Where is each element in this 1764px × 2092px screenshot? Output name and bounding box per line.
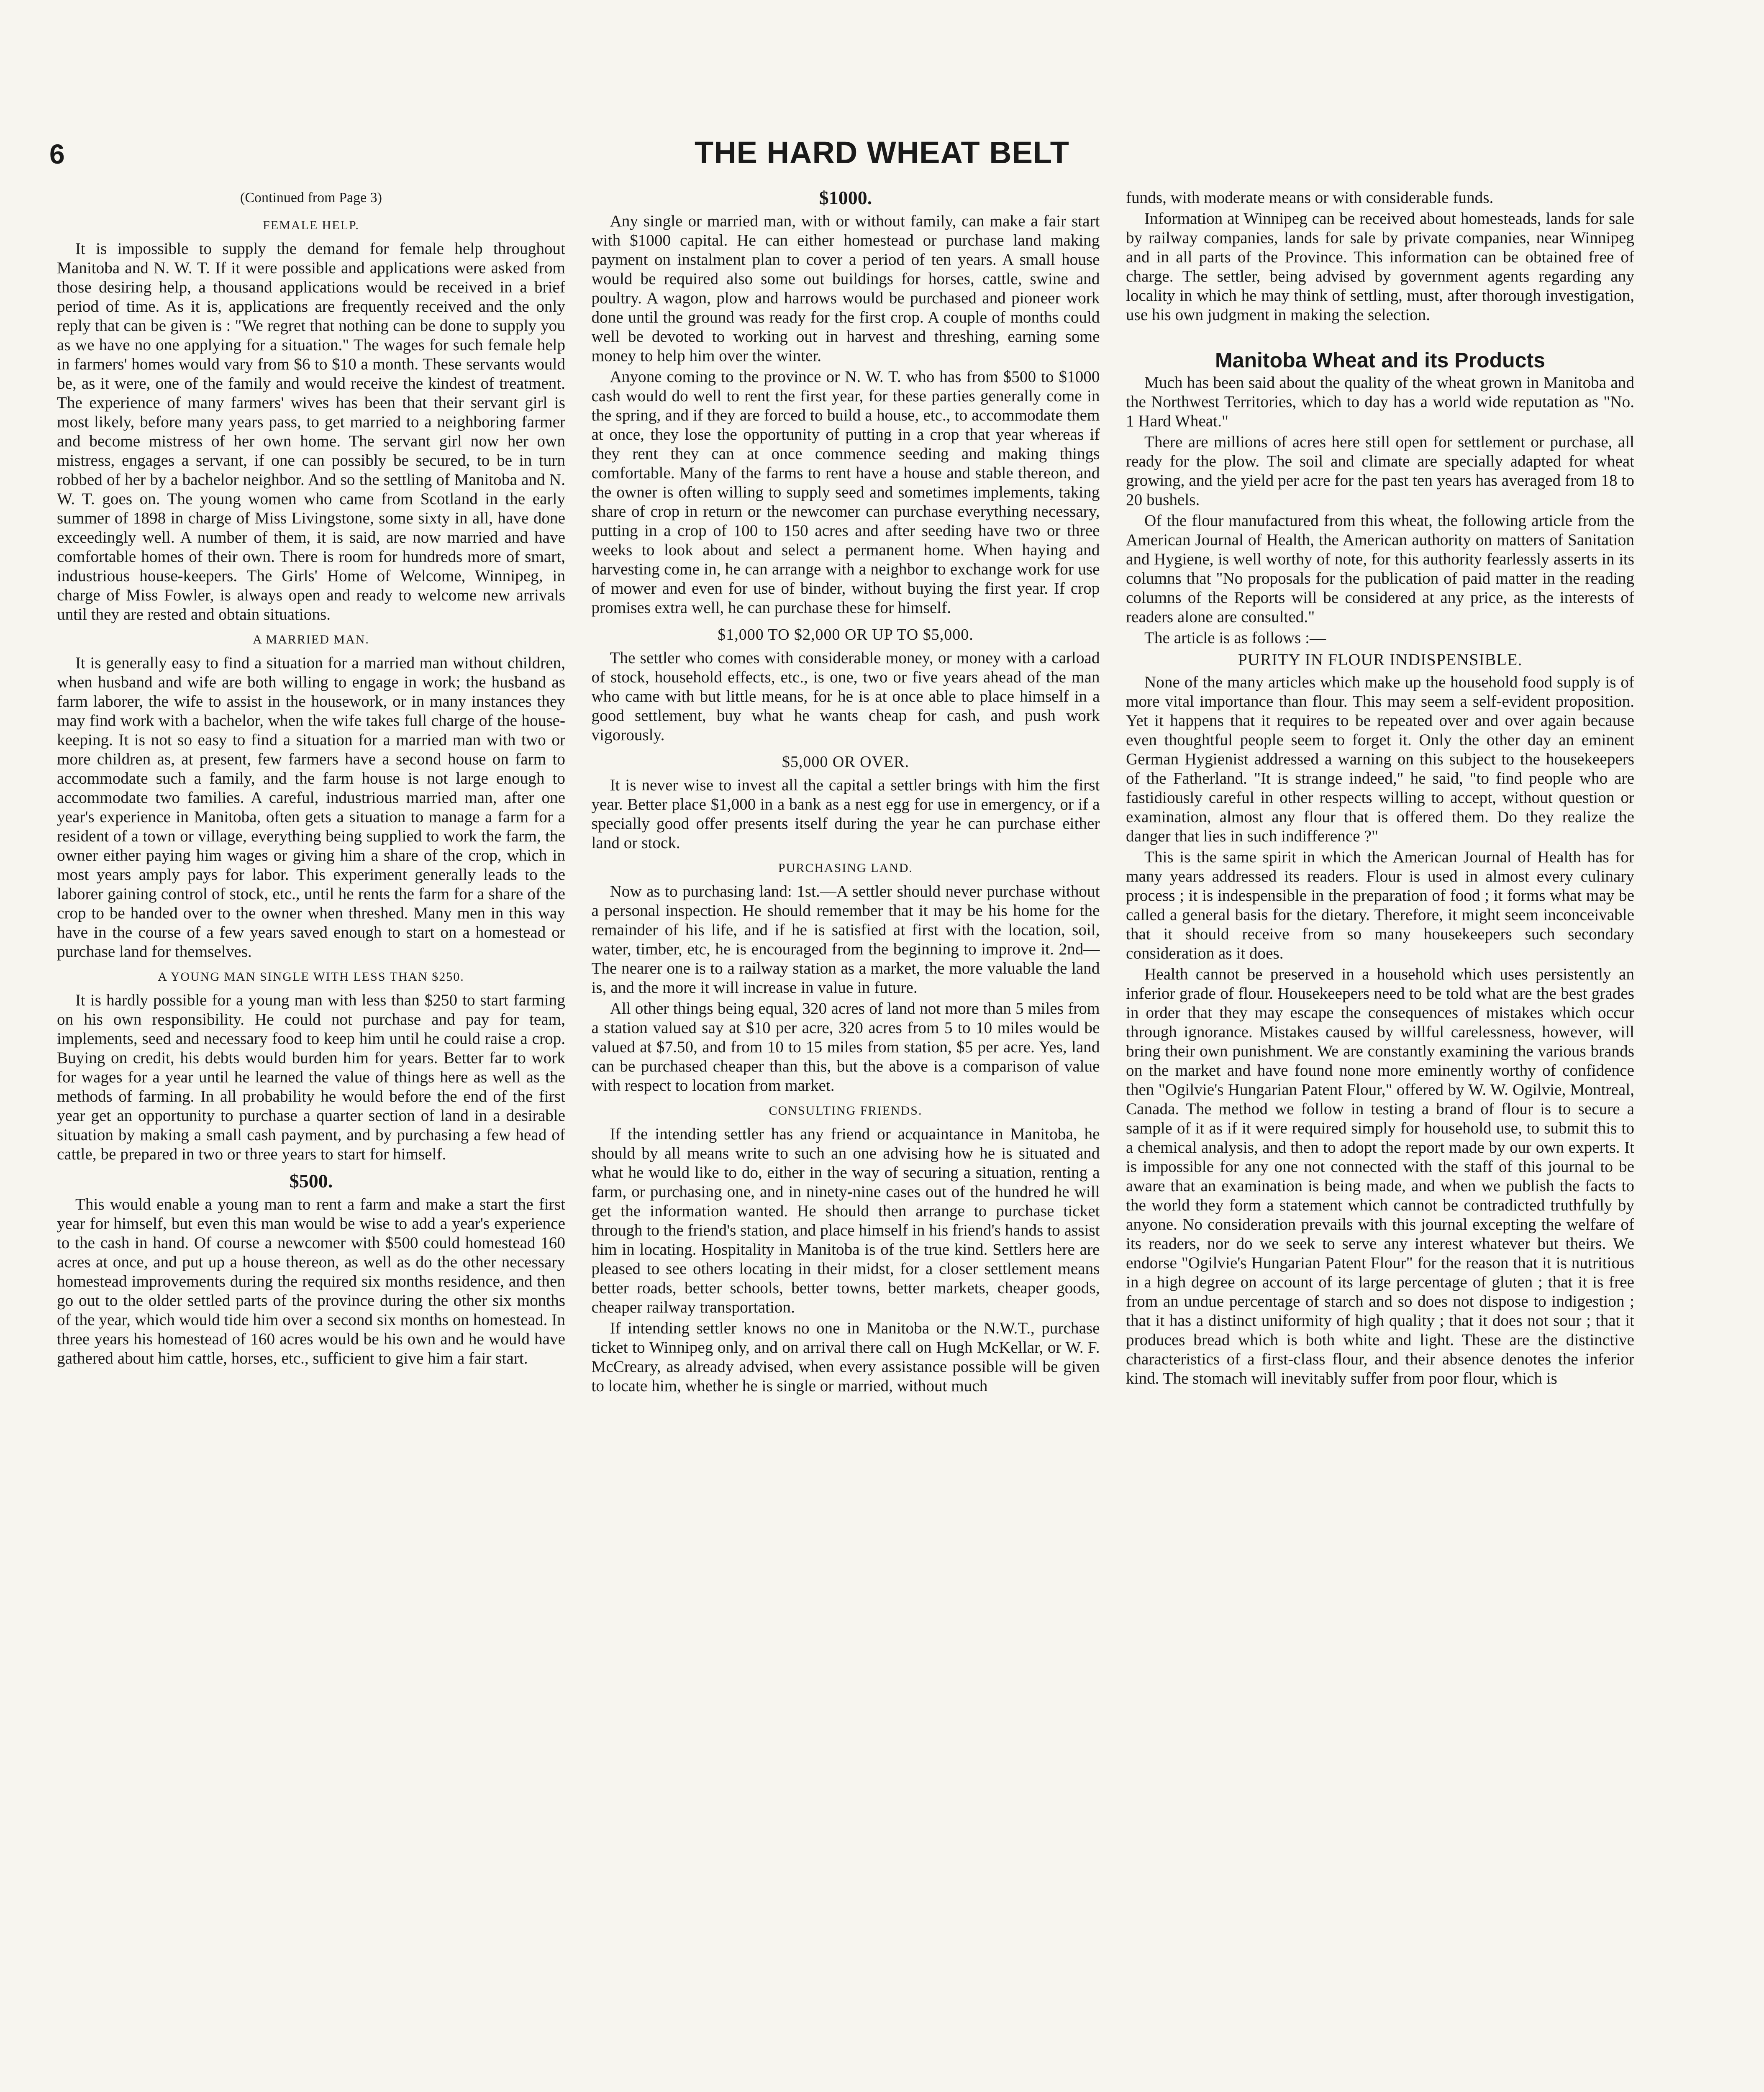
wheat-heading: Manitoba Wheat and its Products [1215,349,1545,372]
over-heading: $5,000 OR OVER. [782,753,910,771]
masthead: THE HARD WHEAT BELT [695,135,1069,170]
married-man-heading: A MARRIED MAN. [253,633,369,646]
info-text: Information at Winnipeg can be received about homesteads, lands for sale by railway companies, lands for sale by private companies, near Winnipeg and in all parts of the Province. This information can be obtained free of charge. The settler, being advised by government agents regarding any locality in which he may think of settling, must, after thorough investigation, use his own judgment in making the selection. [1126,210,1634,324]
female-help-heading: FEMALE HELP. [263,218,359,232]
female-help-text: It is impossible to supply the demand for female help throughout Manitoba and N. W. T. If it were possible and applications were asked from those desiring help, a thousand applications would be received in a brief period of time. As it is, applications are frequently received and the only reply that can be given is : "We regret that nothing can be done to supply you as we have no one applying for a situation." The wages for such female help in farmers' homes would vary from $6 to $10 a month. These servants would be, as it were, one of the family and would receive the kindest of treatment. The experience of many farmers' wives has been that their servant girl is most likely, before many years pass, to get married to a neighboring farmer and become mistress of her own home. The servant girl now her own mistress, engages a servant, if one can possibly be secured, to be in turn robbed of her by a bachelor neighbor. And so the settling of Manitoba and N. W. T. goes on. The young women who came from Scotland in the early summer of 1898 in charge of Miss Livingstone, some sixty in all, have done exceedingly well. A number of them, it is said, are now married and have comfortable homes of their own. There is room for hundreds more of smart, industrious house-keepers. The Girls' Home of Welcome, Winnipeg, in charge of Miss Fowler, is always open and ready to welcome new arrivals until they are rested and obtain situations. [57,240,565,623]
funds-text: funds, with moderate means or with considerable funds. [1126,189,1494,207]
wheat-text-1: Much has been said about the quality of the wheat grown in Manitoba and the Northwest Territories, which to day has a world wide reputation as "No. 1 Hard Wheat." [1126,374,1634,430]
wheat-text-2: There are millions of acres here still open for settlement or purchase, all ready for the plow. The soil and climate are specially adapted for wheat growing, and the yield per acre for the past ten years has averaged from 18 to 20 bushels. [1126,433,1634,509]
purity-text-2: This is the same spirit in which the American Journal of Health has for many years addressed its readers. Flour is used in almost every culinary process ; it is indespensible in the preparation of food ; it forms what may be called a general basis for the dietary. Therefore, it might seem inconceivable that it should receive from so many housekeepers such secondary consideration as it does. [1126,848,1634,962]
purchasing-land-heading: PURCHASING LAND. [778,861,913,875]
column-right [1126,188,1634,2092]
purchasing-text-2: All other things being equal, 320 acres of land not more than 5 miles from a station valued say at $10 per acre, 320 acres from 5 to 10 miles would be valued at $7.50, and from 10 to 15 miles from station, $5 per acre. Yes, land can be purchased cheaper than this, but the above is a comparison of value with respect to location from market. [591,1000,1100,1095]
consulting-text-1: If the intending settler has any friend or acquaintance in Manitoba, he should by all means write to such an one advising how he is situated and what he would like to do, either in the way of securing a situation, renting a farm, or purchasing one, and in ninety-nine cases out of the hundred he will get the information wanted. He should then arrange to purchase ticket through to the friend's station, and place himself in his friend's hands to assist him in locating. Hospitality in Manitoba is of the true kind. Settlers here are pleased to see others locating in their midst, for a closer settlement means better roads, better schools, better towns, better markets, cheaper goods, cheaper railway transportation. [591,1125,1100,1316]
purity-heading: PURITY IN FLOUR INDISPENSIBLE. [1238,650,1523,669]
five-hundred-heading: $500. [289,1170,333,1192]
five-hundred-text: This would enable a young man to rent a farm and make a start the first year for himself, but even this man would be wise to add a year's experience to the cash in hand. Of course a newcomer with $500 could homestead 160 acres at once, and put up a house thereon, as well as do the other necessary homestead improvements during the required six months residence, and then go out to the older settled parts of the province during the other six months of the year, which would tide him over a second six months on homestead. In three years his homestead of 160 acres would be his own and he would have gathered about him cattle, horses, etc., sufficient to give him a fair start. [57,1195,565,1367]
column-right-body [1126,188,1634,2092]
purity-text-1: None of the many articles which make up the household food supply is of more vital importance than flour. This may seem a self-evident proposition. Yet it happens that it requires to be repeated over and over again because even thoughtful people seem to forget it. Only the other day an eminent German Hygienist addressed a warning on this subject to the housekeepers of the Fatherland. "It is strange indeed," he said, "to find people who are fastidiously careful in other respects willing to accept, without question or examination, almost any flour that is offered them. Do they realize the danger that lies in such indifference ?" [1126,673,1634,845]
married-man-text: It is generally easy to find a situation for a married man without children, when husband and wife are both willing to engage in work; the husband as farm laborer, the wife to assist in the housework, or in many instances they may find work with a bachelor, when the wife takes full charge of the house-keeping. It is not so easy to find a situation for a married man with two or more children as, at present, few farmers have a second house on farm to accommodate such a family, and the farm house is not large enough to accommodate two families. A careful, industrious married man, after one year's experience in Manitoba, often gets a situation to manage a farm for a resident of a town or village, everything being supplied to work the farm, the owner either paying him wages or giving him a share of the crop, which in most years amply pays for labor. This experiment generally leads to the laborer gaining control of stock, etc., until he rents the farm for a share of the crop to be handed over to the owner when threshed. Many men in this way have in the course of a few years saved enough to start on a homestead or purchase land for themselves. [57,654,565,961]
page-number: 6 [49,138,65,169]
column-middle [592,188,1100,2092]
column-left [57,188,565,2092]
thousand-heading: $1000. [819,188,872,208]
thousand-text-1: Any single or married man, with or without family, can make a fair start with $1000 capital. He can either homestead or purchase land making payment on instalment plan to cover a period of ten years. A small house would be required also some out buildings for horses, cattle, swine and poultry. A wagon, plow and harrows would be purchased and pioneer work done until the ground was ready for the first crop. A couple of months could well be devoted to working out in harvest and threshing, earning some money to help him over the winter. [591,212,1100,365]
consulting-friends-heading: CONSULTING FRIENDS. [769,1104,923,1118]
wheat-text-3: Of the flour manufactured from this wheat, the following article from the American Journal of Health, the American authority on matters of Sanitation and Hygiene, is well worthy of note, for this authority fearlessly asserts in its columns that "No proposals for the publication of paid matter in the reading columns of the Reports will be considered at any price, as the interests of readers alone are consulted." [1126,512,1634,626]
range-heading: $1,000 TO $2,000 OR UP TO $5,000. [718,626,974,643]
wheat-text-4: The article is as follows :— [1144,629,1326,647]
young-man-heading: A YOUNG MAN SINGLE WITH LESS THAN $250. [158,970,464,984]
over-text: It is never wise to invest all the capital a settler brings with him the first year. Better place $1,000 in a bank as a nest egg for use in emergency, or if a specially good offer presents itself during the year he can purchase either land or stock. [591,776,1100,852]
purity-text-3: Health cannot be preserved in a household which uses persistently an inferior grade of flour. Housekeepers need to be told what are the best grades in order that they may escape the consequences of mistakes which occur through ignorance. Mistakes caused by willful carelessness, however, will bring their own punishment. We are constantly examining the various brands on the market and have found none more eminently worthy of confidence then "Ogilvie's Hungarian Patent Flour," offered by W. W. Ogilvie, Montreal, Canada. The method we follow in testing a brand of flour is to secure a sample of it as if it were required simply for household use, to submit this to a chemical analysis, and then to adopt the report made by our own experts. It is impossible for any one not connected with the staff of this journal to be aware that an examination is being made, and when we publish the facts to the world they form a statement which cannot be contradicted truthfully by anyone. No consideration prevails with this journal excepting the welfare of its readers, nor do we seek to serve any interest whatever but theirs. We endorse "Ogilvie's Hungarian Patent Flour" for the reason that it is nutritious in a high degree on account of its large percentage of gluten ; that it is free from an undue percentage of starch and so does not dispose to indigestion ; that it has a distinct uniformity of high quality ; that it does not sour ; that it produces bread which is both white and light. These are the distinctive characteristics of a first-class flour, and their absence denotes the inferior kind. The stomach will inevitably suffer from poor flour, which is [1126,965,1634,1387]
thousand-text-2: Anyone coming to the province or N. W. T. who has from $500 to $1000 cash would do well to rent the first year, for these parties generally come in the spring, and if they are forced to build a house, etc., to accommodate them at once, they lose the opportunity of putting in a crop that year whereas if they rent they can at once commence seeding and making things comfortable. Many of the farms to rent have a house and stable thereon, and the owner is often willing to supply seed and sometimes implements, taking share of crop in return or the newcomer can purchase everything necessary, putting in a crop of 100 to 150 acres and after seeding have two or three weeks to look about and select a permanent home. When haying and harvesting come in, he can arrange with a neighbor to exchange work for use of mower and even for use of binder, without buying the first year. If crop promises extra well, he can purchase these for himself. [591,368,1100,617]
article-columns [57,188,1634,2092]
purchasing-text-1: Now as to purchasing land: 1st.—A settler should never purchase without a personal inspection. He should remember that it may be his home for the remainder of his life, and if he is satisfied at first with the location, soil, water, timber, etc, he is encouraged from the beginning to improve it. 2nd—The nearer one is to a railway station as a market, the more valuable the land is, and the more it will increase in value in future. [591,882,1100,997]
continued-note: (Continued from Page 3) [240,190,382,205]
young-man-text: It is hardly possible for a young man with less than $250 to start farming on his own responsibility. He could not purchase and pay for team, implements, seed and necessary food to keep him until he could raise a crop. Buying on credit, his debts would burden him for years. Better far to work for wages for a year until he learned the value of things here as well as the methods of farming. In all probability he would before the end of the first year get an opportunity to purchase a quarter section of land in a desirable situation by making a small cash payment, and by purchasing a few head of cattle, be prepared in two or three years to start for himself. [57,991,565,1163]
consulting-text-2: If intending settler knows no one in Manitoba or the N.W.T., purchase ticket to Winnipeg only, and on arrival there call on Hugh McKellar, or W. F. McCreary, as already advised, when every assistance possible will be given to locate him, whether he is single or married, without much [591,1319,1100,1395]
range-text: The settler who comes with considerable money, or money with a carload of stock, household effects, etc., is one, two or five years ahead of the man who came with but little means, for he is at once able to place himself in a good settlement, buy what he wants cheap for cash, and push work vigorously. [591,649,1100,744]
